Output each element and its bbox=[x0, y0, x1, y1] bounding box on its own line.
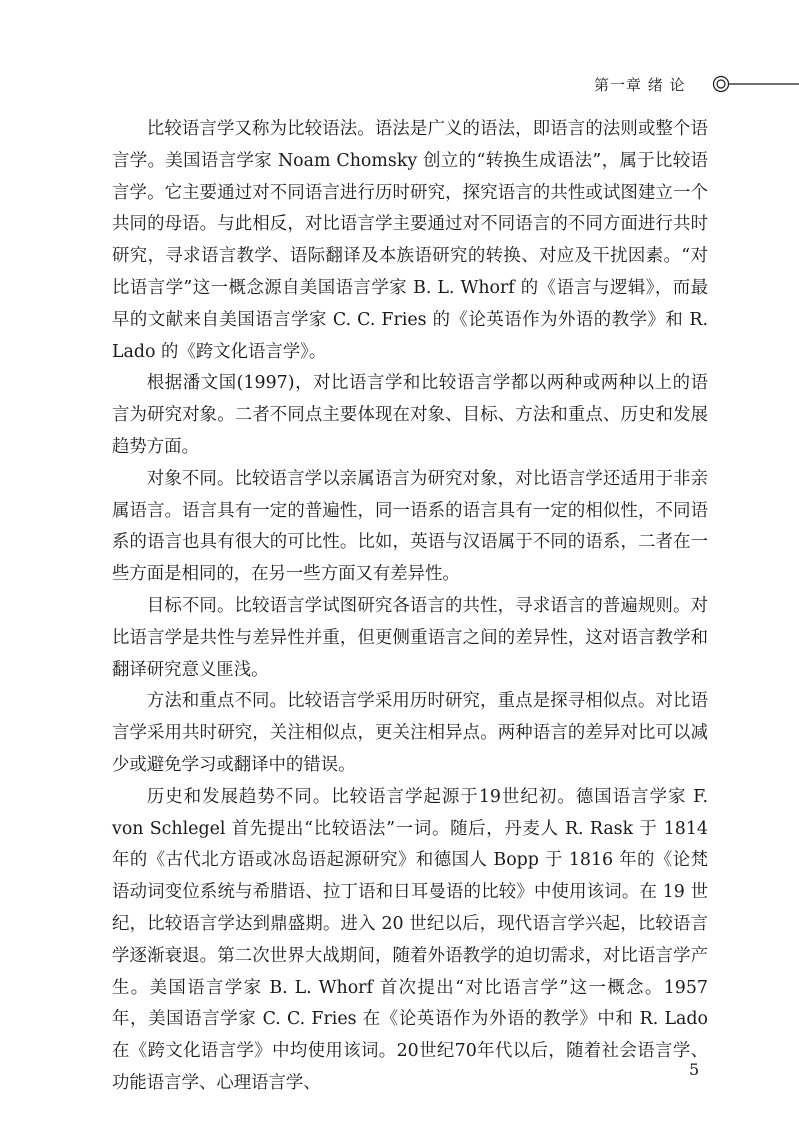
page-number: 5 bbox=[689, 1060, 700, 1079]
paragraph: 根据潘文国(1997)，对比语言学和比较语言学都以两种或两种以上的语言为研究对象。二者不同点主要体现在对象、目标、方法和重点、历史和发展趋势方面。 bbox=[112, 373, 708, 457]
body-text bbox=[112, 114, 708, 1100]
running-head bbox=[0, 0, 799, 100]
paragraph: 比较语言学又称为比较语法。语法是广义的语法，即语言的法则或整个语言学。美国语言学家 Noam Chomsky 创立的“转换生成语法”，属于比较语言学。它主要通过对不同语言进行历时研究，探究语言的共性或试图建立一个共同的母语。与此相反，对比语言学主要通过对不同语言的不同方面进行共时研究，寻求语言教学、语际翻译及本族语研究的转换、对应及干扰因素。“对比语言学”这一概念源自美国语言学家 B. L. Whorf 的《语言与逻辑》，而最早的文献来自美国语言学家 C. C. Fries 的《论英语作为外语的教学》和 R. Lado 的《跨文化语言学》。 bbox=[112, 119, 709, 362]
chapter-ornament-icon bbox=[712, 74, 799, 94]
paragraph: 目标不同。比较语言学试图研究各语言的共性，寻求语言的普遍规则。对比语言学是共性与差异性并重，但更侧重语言之间的差异性，这对语言教学和翻译研究意义匪浅。 bbox=[112, 595, 708, 680]
chapter-title: 第一章 绪 论 bbox=[594, 76, 686, 94]
paragraph: 历史和发展趋势不同。比较语言学起源于19世纪初。德国语言学家 F. von Schlegel 首先提出“比较语法”一词。随后，丹麦人 R. Rask 于 1814 年的《古代北方语或冰岛语起源研究》和德国人 Bopp 于 1816 年的《论梵语动词变位系统与希腊语、拉丁语和日耳曼语的比较》中使用该词。在 19 世纪，比较语言学达到鼎盛期。进入 20 世纪以后，现代语言学兴起，比较语言学逐渐衰退。第二次世界大战期间，随着外语教学的迫切需求，对比语言学产生。美国语言学家 B. L. Whorf 首次提出“对比语言学”这一概念。1957 年，美国语言学家 C. C. Fries 在《论英语作为外语的教学》中和 R. Lado 在《跨文化语言学》中均使用该词。20世纪70年代以后，随着社会语言学、功能语言学、心理语言学、 bbox=[112, 786, 708, 1093]
paragraph: 对象不同。比较语言学以亲属语言为研究对象，对比语言学还适用于非亲属语言。语言具有一定的普遍性，同一语系的语言具有一定的相似性，不同语系的语言也具有很大的可比性。比如，英语与汉语属于不同的语系，二者在一些方面是相同的，在另一些方面又有差异性。 bbox=[112, 468, 708, 585]
paragraph: 方法和重点不同。比较语言学采用历时研究，重点是探寻相似点。对比语言学采用共时研究，关注相似点，更关注相异点。两种语言的差异对比可以减少或避免学习或翻译中的错误。 bbox=[112, 691, 708, 775]
